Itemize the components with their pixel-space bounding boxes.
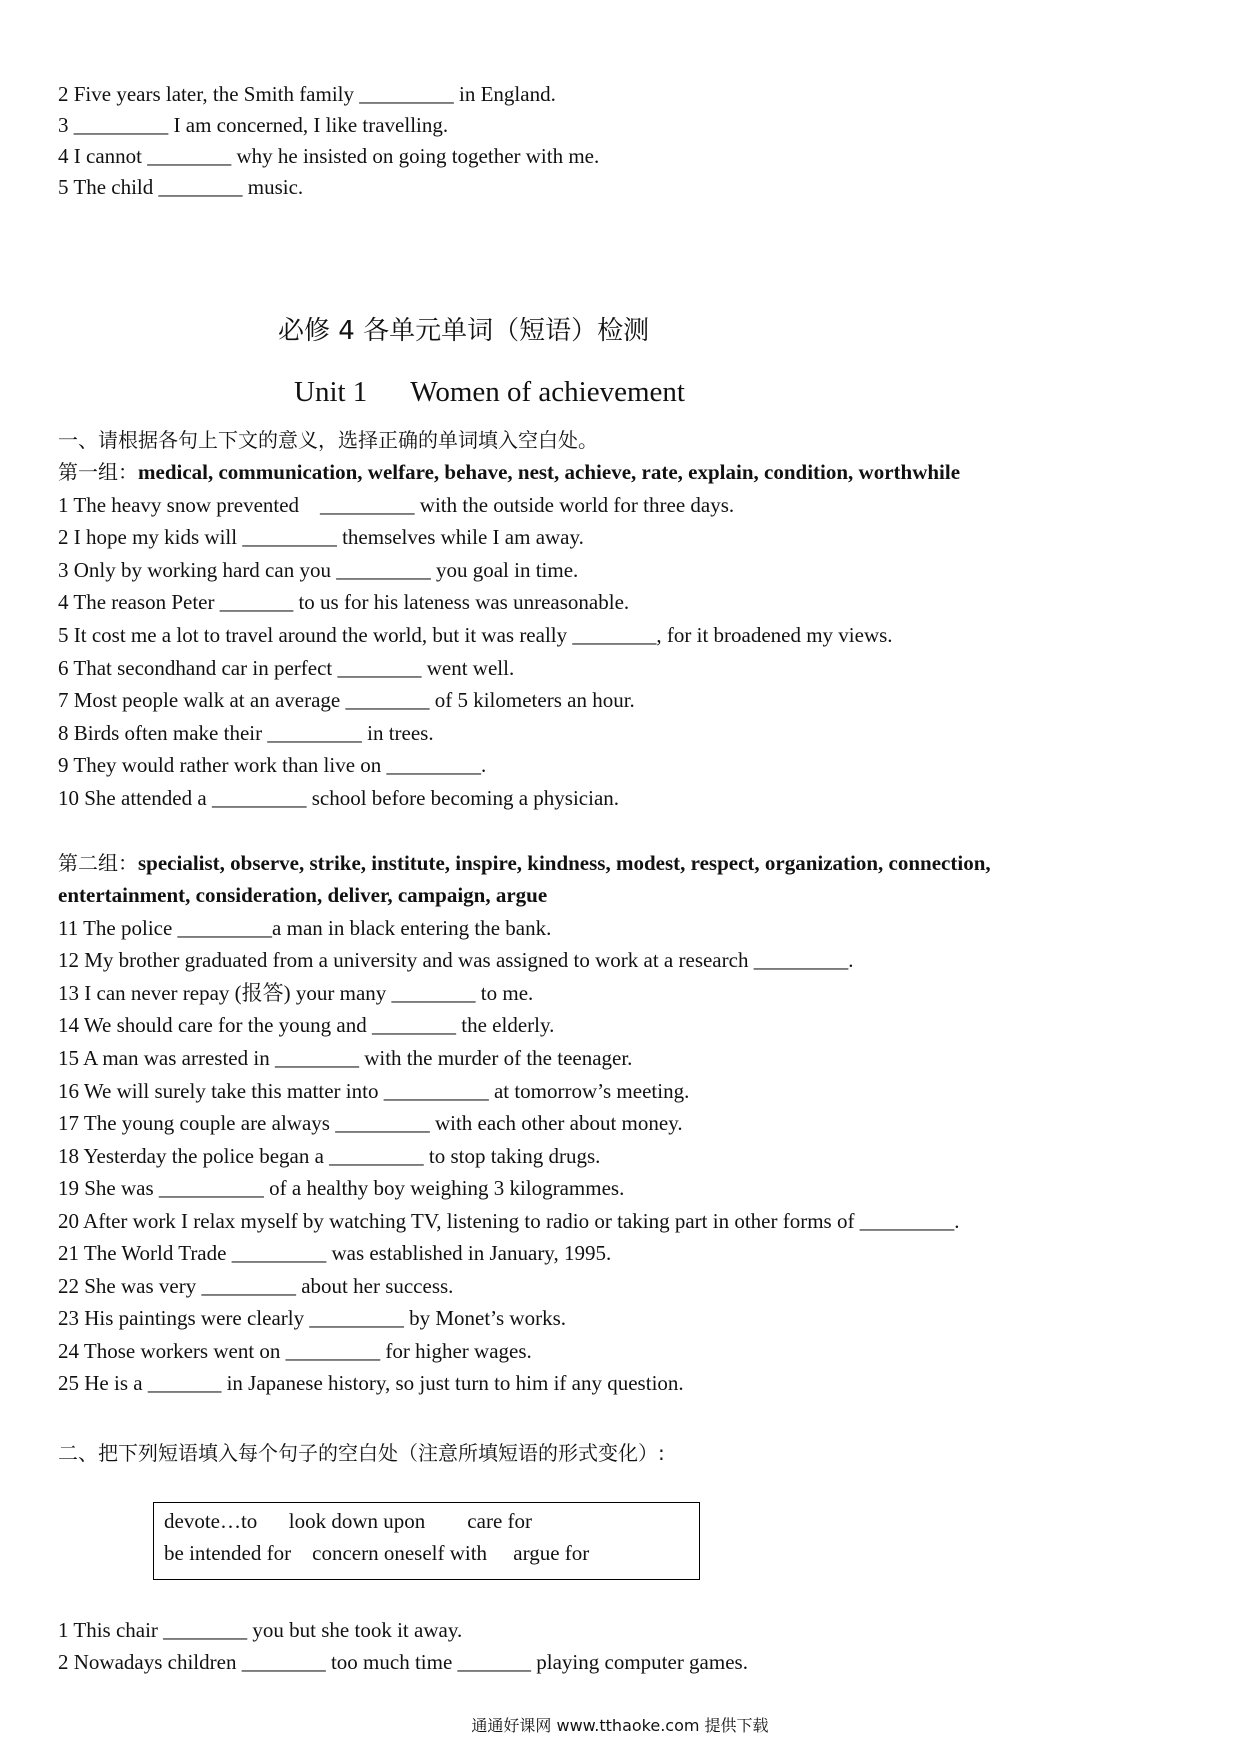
exercise-item: 13 I can never repay (报答) your many ________ to me.	[58, 981, 534, 1005]
group1-word-bank	[58, 456, 960, 488]
exercise-item: 5 It cost me a lot to travel around the world, but it was really ________, for it broadened my views.	[58, 623, 893, 647]
exercise-item: 23 His paintings were clearly _________ by Monet’s works.	[58, 1306, 567, 1330]
group2-words-line1: specialist, observe, strike, institute, inspire, kindness, modest, respect, organization, connection,	[138, 851, 991, 875]
group1-label: 第一组：	[58, 460, 138, 484]
exercise-item: 19 She was __________ of a healthy boy weighing 3 kilogrammes.	[58, 1176, 625, 1200]
exercise-item: 3 Only by working hard can you _________ you goal in time.	[58, 558, 579, 582]
exercise-item: 15 A man was arrested in ________ with the murder of the teenager.	[58, 1046, 633, 1070]
exercise-item: 21 The World Trade _________ was established in January, 1995.	[58, 1241, 612, 1265]
phrase-box	[153, 1502, 700, 1580]
phrase-box-row: be intended for concern oneself with argue for	[164, 1541, 590, 1565]
group2-word-bank	[58, 847, 991, 879]
exercise-item: 22 She was very _________ about her success.	[58, 1274, 454, 1298]
exercise-item: 2 Five years later, the Smith family _________ in England.	[58, 82, 556, 106]
group2-label: 第二组：	[58, 851, 138, 875]
exercise-item: 20 After work I relax myself by watching TV, listening to radio or taking part in other forms of _________.	[58, 1209, 960, 1233]
exercise-item: 8 Birds often make their _________ in trees.	[58, 721, 434, 745]
exercise-item: 4 I cannot ________ why he insisted on going together with me.	[58, 144, 600, 168]
exercise-item: 12 My brother graduated from a university and was assigned to work at a research _________.	[58, 948, 854, 972]
exercise-item: 18 Yesterday the police began a _________ to stop taking drugs.	[58, 1144, 601, 1168]
exercise-item: 16 We will surely take this matter into __________ at tomorrow’s meeting.	[58, 1079, 690, 1103]
exercise-item: 14 We should care for the young and ________ the elderly.	[58, 1013, 555, 1037]
exercise-item: 2 Nowadays children ________ too much time _______ playing computer games.	[58, 1650, 748, 1674]
group2-words-line2: entertainment, consideration, deliver, campaign, argue	[58, 883, 548, 907]
exercise-item: 1 The heavy snow prevented _________ with the outside world for three days.	[58, 493, 735, 517]
section2-heading: 二、把下列短语填入每个句子的空白处（注意所填短语的形式变化）:	[58, 1441, 665, 1465]
unit-title: Unit 1 Women of achievement	[294, 376, 685, 408]
exercise-item: 6 That secondhand car in perfect ________ went well.	[58, 656, 515, 680]
page-title: 必修 4 各单元单词（短语）检测	[278, 316, 650, 346]
exercise-item: 4 The reason Peter _______ to us for his lateness was unreasonable.	[58, 590, 630, 614]
exercise-item: 3 _________ I am concerned, I like travelling.	[58, 113, 449, 137]
exercise-item: 1 This chair ________ you but she took it away.	[58, 1618, 463, 1642]
exercise-item: 5 The child ________ music.	[58, 175, 304, 199]
exercise-item: 7 Most people walk at an average ________ of 5 kilometers an hour.	[58, 688, 635, 712]
page-footer: 通通好课网 www.tthaoke.com 提供下载	[471, 1716, 769, 1735]
exercise-item: 25 He is a _______ in Japanese history, so just turn to him if any question.	[58, 1371, 684, 1395]
exercise-item: 9 They would rather work than live on _________.	[58, 753, 487, 777]
phrase-box-row: devote…to look down upon care for	[164, 1509, 533, 1533]
exercise-item: 17 The young couple are always _________ with each other about money.	[58, 1111, 683, 1135]
group1-words: medical, communication, welfare, behave, nest, achieve, rate, explain, condition, worthwhile	[138, 460, 961, 484]
section1-heading: 一、请根据各句上下文的意义，选择正确的单词填入空白处。	[58, 428, 598, 452]
exercise-item: 11 The police _________a man in black entering the bank.	[58, 916, 552, 940]
exercise-item: 2 I hope my kids will _________ themselves while I am away.	[58, 525, 584, 549]
exercise-item: 10 She attended a _________ school before becoming a physician.	[58, 786, 620, 810]
exercise-item: 24 Those workers went on _________ for higher wages.	[58, 1339, 532, 1363]
